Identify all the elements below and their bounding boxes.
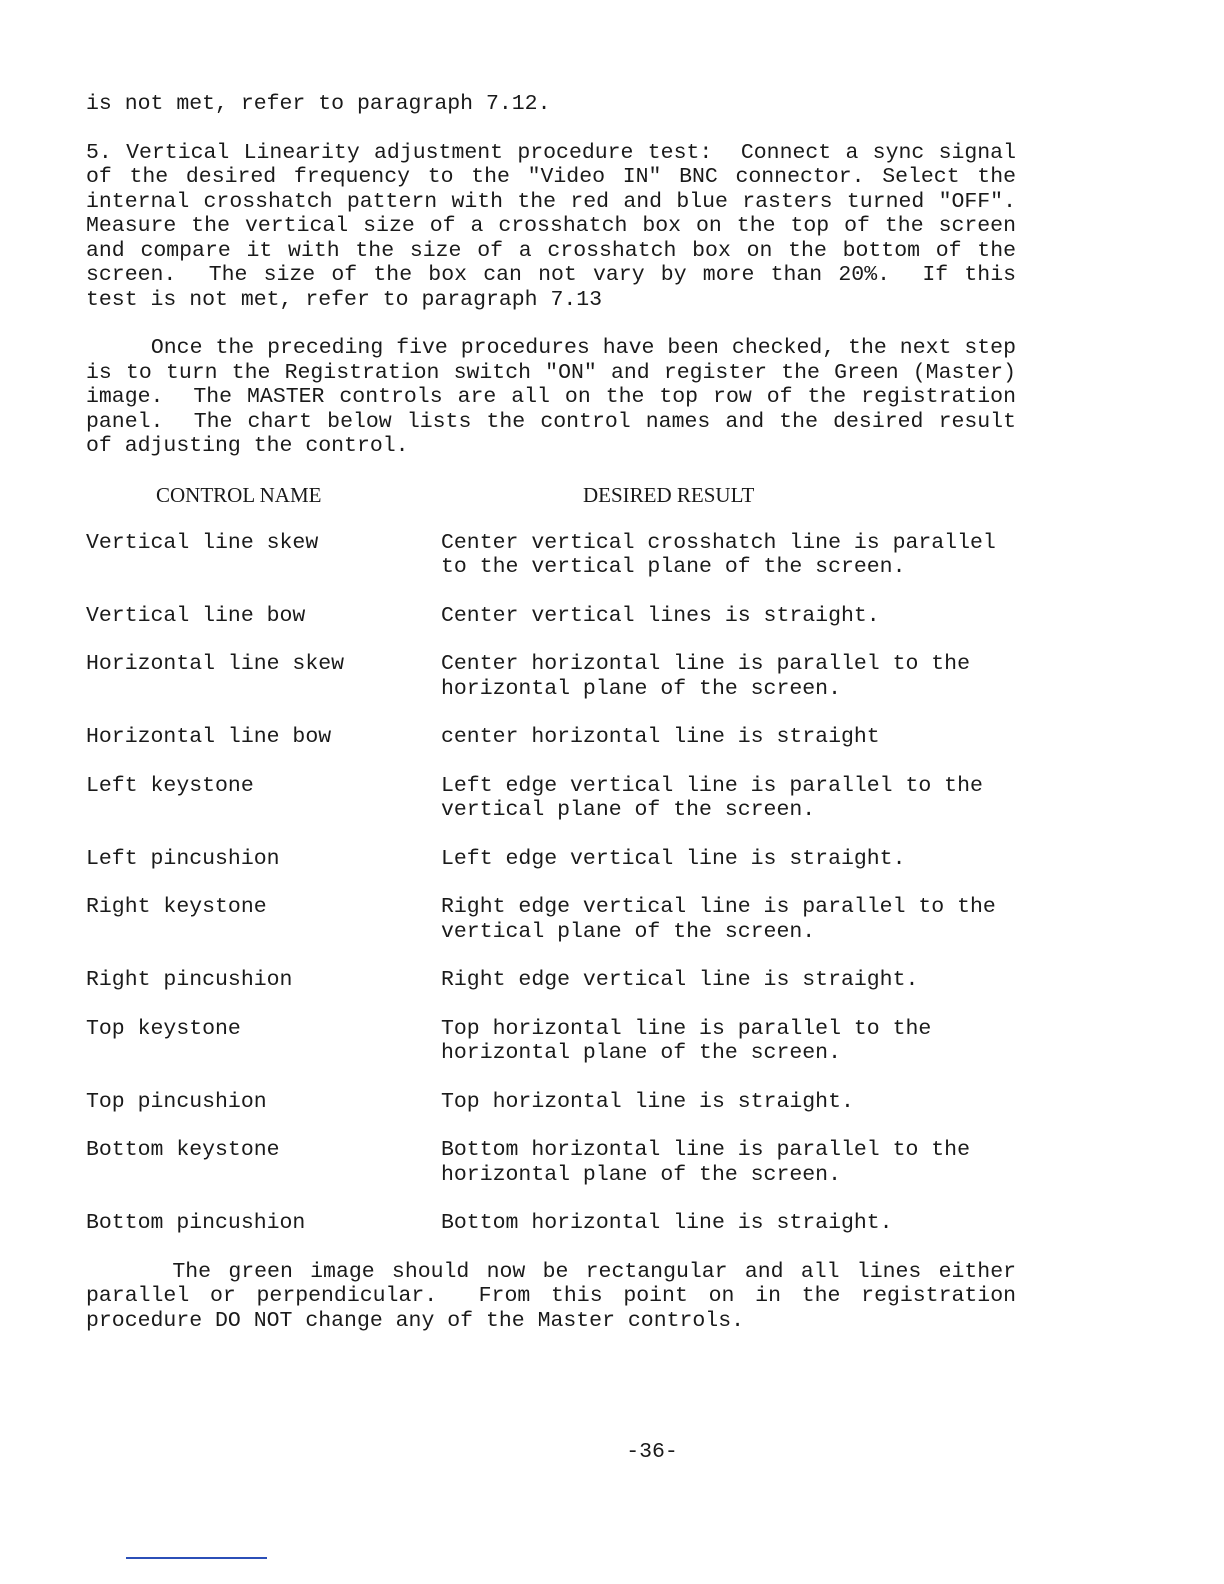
control-name: Horizontal line skew <box>86 652 345 676</box>
desired-result: center horizontal line is straight <box>441 725 880 749</box>
desired-result: Center vertical lines is straight. <box>441 603 880 628</box>
desired-result: Right edge vertical line is straight. <box>441 968 919 992</box>
header-control-name: CONTROL NAME <box>156 482 322 507</box>
control-name: Bottom keystone <box>86 1138 280 1162</box>
paragraph-green-image: The green image should now be rectangular and all lines either parallel or perpendicular. From this point on in the registration procedure DO NOT change any of the Master controls. <box>86 1259 1029 1333</box>
control-name: Horizontal line bow <box>86 725 332 749</box>
control-name: Vertical line bow <box>86 603 306 628</box>
control-table <box>86 531 1016 1236</box>
control-name: Right keystone <box>86 895 267 919</box>
table-row <box>86 968 1016 993</box>
table-row <box>86 1138 1016 1187</box>
table-row <box>86 774 1016 823</box>
control-name: Right pincushion <box>86 968 293 992</box>
control-name: Left pincushion <box>86 846 280 871</box>
control-name: Left keystone <box>86 773 254 798</box>
control-name: Bottom pincushion <box>86 1211 306 1235</box>
desired-result: Left edge vertical line is straight. <box>441 846 906 871</box>
desired-result: Right edge vertical line is parallel to the vertical plane of the screen. <box>441 895 1009 944</box>
page-number: -36- <box>626 1440 678 1464</box>
control-name: Vertical line skew <box>86 530 319 555</box>
desired-result: Center horizontal line is parallel to the horizontal plane of the screen. <box>441 652 983 701</box>
paragraph-vertical-linearity: 5. Vertical Linearity adjustment procedure test: Connect a sync signal of the desired frequency to the "Video IN" BNC connector. Select the internal crosshatch pattern with the red and blue rasters turned "OFF". Measure the vertical size of a crosshatch box on the top of the screen and compare it with the size of a crosshatch box on the bottom of the screen. The size of the box can not vary by more than 20%. If this test is not met, refer to paragraph 7.13 <box>86 140 1042 312</box>
table-row <box>86 847 1016 872</box>
document-page <box>86 92 1042 1333</box>
control-table-header <box>86 483 1016 507</box>
control-name: Top keystone <box>86 1016 241 1041</box>
header-desired-result: DESIRED RESULT <box>583 482 755 507</box>
table-row <box>86 1090 1016 1115</box>
paragraph-registration-intro: Once the preceding five procedures have been checked, the next step is to turn the Registration switch "ON" and register the Green (Master) image. The MASTER controls are all on the top row of the registration panel. The chart below lists the control names and the desired result of adjusting the control. <box>86 336 1029 458</box>
desired-result: Center vertical crosshatch line is parallel to the vertical plane of the screen. <box>441 530 1009 579</box>
table-row <box>86 725 1016 750</box>
control-name: Top pincushion <box>86 1089 267 1114</box>
paragraph-continuation: is not met, refer to paragraph 7.12. <box>86 92 551 116</box>
table-row <box>86 531 1016 580</box>
desired-result: Top horizontal line is parallel to the horizontal plane of the screen. <box>441 1016 945 1065</box>
table-row <box>86 1211 1016 1236</box>
table-row <box>86 652 1016 701</box>
desired-result: Left edge vertical line is parallel to the vertical plane of the screen. <box>441 773 996 822</box>
desired-result: Top horizontal line is straight. <box>441 1089 854 1114</box>
table-row <box>86 604 1016 629</box>
table-row <box>86 895 1016 944</box>
desired-result: Bottom horizontal line is parallel to the horizontal plane of the screen. <box>441 1138 983 1187</box>
table-row <box>86 1017 1016 1066</box>
desired-result: Bottom horizontal line is straight. <box>441 1211 893 1235</box>
footer-rule <box>126 1557 267 1559</box>
